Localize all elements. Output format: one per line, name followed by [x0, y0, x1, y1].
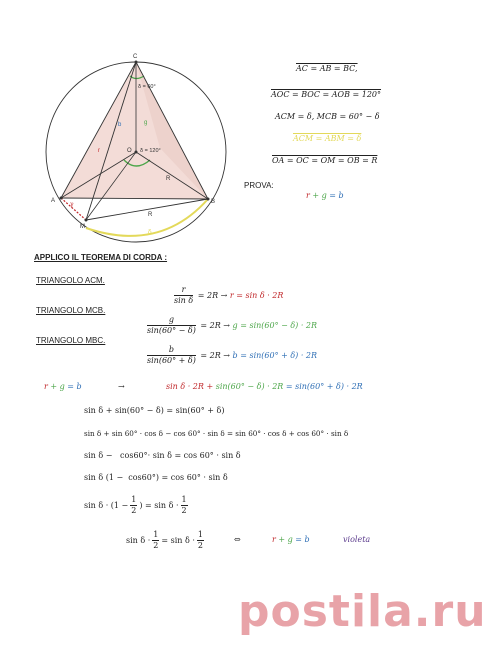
frac-num: g	[147, 315, 196, 326]
final-word-violeta: violeta	[343, 535, 371, 544]
sum-part-b: = sin(60° + δ) · 2R	[285, 382, 363, 391]
label-r: r	[98, 148, 100, 154]
frac-den: 2	[153, 541, 159, 550]
eq-rest: = 2R →	[200, 351, 230, 360]
prova-expression: r + g = b	[306, 191, 344, 200]
triangle-mcb-equation	[145, 315, 317, 336]
frac-den: sin δ	[174, 296, 194, 305]
label-b: B	[211, 199, 216, 205]
triangle-mbc-label: TRIANGOLO MBC.	[36, 336, 106, 345]
given-line-5: OA = OC = OM = OB = R	[272, 156, 378, 165]
label-m: M	[80, 224, 85, 230]
expr-part: sin δ ·	[126, 536, 151, 545]
watermark: postila.ru	[238, 586, 487, 637]
label-a: A	[51, 198, 56, 204]
triangle-mbc-equation	[145, 345, 317, 366]
arc-b-highlight	[86, 199, 208, 236]
derivation-line-4: sin δ (1 − cos60°) = cos 60° · sin δ	[84, 473, 228, 482]
final-expression: r + g = b	[272, 535, 310, 544]
sum-line-right	[166, 382, 363, 391]
point-b	[207, 198, 210, 201]
label-g: g	[144, 120, 148, 126]
label-radius: R	[166, 176, 171, 182]
derivation-line-3: sin δ − cos60°· sin δ = cos 60° · sin δ	[84, 451, 241, 460]
given-line-3: ACM = δ, MCB = 60° − δ	[275, 112, 380, 121]
eq-rest: = 2R →	[200, 321, 230, 330]
derivation-line-2: sin δ + sin 60° · cos δ − cos 60° · sin δ = sin 60° · cos δ + cos 60° · sin δ	[84, 429, 349, 438]
geometry-figure	[40, 48, 240, 248]
frac-num: r	[174, 285, 193, 296]
sum-line-arrow: →	[118, 382, 125, 391]
frac-num: 1	[197, 530, 203, 539]
eq-result-g: g = sin(60° − δ) · 2R	[232, 321, 318, 330]
eq-rest: = 2R →	[197, 291, 228, 300]
triangle-acm-equation	[172, 285, 283, 306]
frac-num: 1	[181, 495, 187, 504]
frac-num: 1	[153, 530, 159, 539]
eq-result-r: r = sin δ · 2R	[229, 291, 284, 300]
label-delta-arc: δ	[148, 229, 152, 236]
label-c: C	[133, 54, 138, 60]
frac-num: 1	[131, 495, 137, 504]
given-line-2: AOC = BOC = AOB = 120°	[271, 90, 382, 99]
shaded-triangle	[61, 62, 208, 199]
expr-part: = sin δ ·	[161, 536, 195, 545]
label-angle-top: δ = 60°	[138, 84, 156, 90]
point-c	[135, 61, 138, 64]
frac-num: b	[147, 345, 196, 356]
frac-den: sin(60° − δ)	[147, 326, 196, 335]
section-heading: APPLICO IL TEOREMA DI CORDA :	[34, 253, 168, 262]
iff-symbol: ⇔	[234, 535, 241, 544]
expr-part: sin δ · (1 −	[84, 501, 129, 510]
given-line-4: ACM = ABM = δ	[293, 134, 362, 143]
label-delta-a: γ	[70, 201, 74, 208]
eq-result-b: b = sin(60° + δ) · 2R	[232, 351, 318, 360]
expr-part: ) = sin δ ·	[139, 501, 179, 510]
derivation-line-5	[84, 495, 190, 516]
label-angle-center: δ = 120°	[140, 148, 161, 154]
frac-den: sin(60° + δ)	[147, 356, 196, 365]
derivation-line-6	[126, 530, 206, 551]
sum-part-r: sin δ · 2R +	[166, 382, 214, 391]
label-r-bottom: R	[148, 212, 153, 218]
triangle-mcb-label: TRIANGOLO MCB.	[36, 306, 106, 315]
point-o	[135, 151, 138, 154]
frac-den: 2	[181, 506, 187, 515]
sum-part-g: sin(60° − δ) · 2R	[215, 382, 284, 391]
point-m	[85, 219, 88, 222]
given-line-1: AC = AB = BC,	[296, 64, 358, 73]
derivation-line-1: sin δ + sin(60° − δ) = sin(60° + δ)	[84, 406, 225, 415]
triangle-acm-label: TRIANGOLO ACM.	[36, 276, 105, 285]
frac-den: 2	[131, 506, 137, 515]
frac-den: 2	[197, 541, 203, 550]
label-b-side: b	[118, 122, 122, 128]
label-o: O	[127, 148, 132, 154]
sum-line-left: r + g = b	[44, 382, 82, 391]
prova-label: PROVA:	[244, 181, 274, 190]
point-a	[60, 197, 63, 200]
